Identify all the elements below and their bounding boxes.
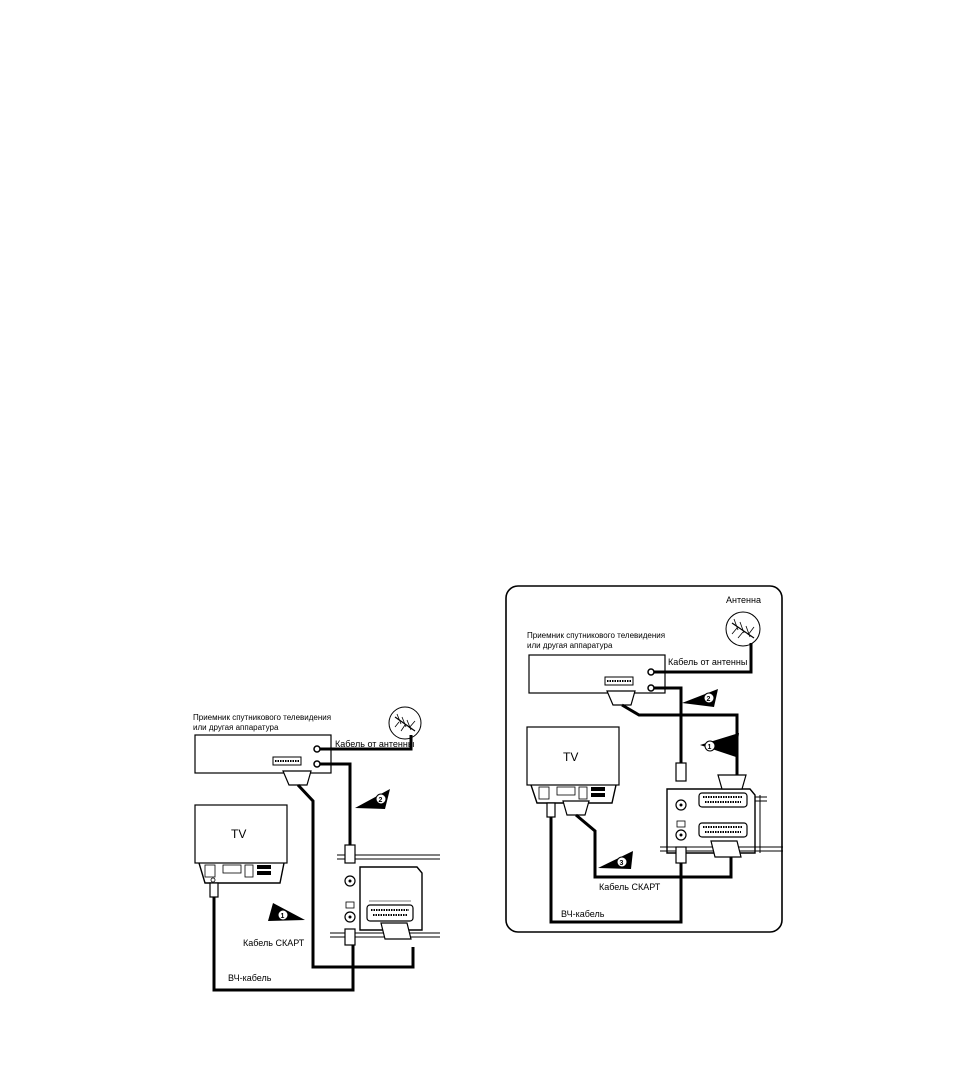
diagram-left-svg <box>185 705 440 1000</box>
antenna-cable-label: Кабель от антенны <box>668 657 748 667</box>
tv-label: TV <box>231 827 247 841</box>
scart-plug-tv <box>563 801 589 815</box>
scart-plug-receiver <box>283 771 311 785</box>
marker-1-label: 1 <box>707 744 712 751</box>
antenna-cable-label: Кабель от антенны <box>335 739 415 749</box>
marker-2-label: 2 <box>378 797 383 804</box>
vcr-scart-port <box>367 905 413 921</box>
receiver-label-line1: Приемник спутникового телевидения <box>527 631 666 640</box>
vcr-scart-port-2 <box>699 823 747 837</box>
vcr-rf-out-plug <box>345 929 355 945</box>
antenna-label: Антенна <box>726 595 761 605</box>
receiver-rf-port <box>314 761 320 767</box>
diagram-right-svg <box>505 585 783 933</box>
marker-3-label: 3 <box>619 860 624 867</box>
antenna-icon <box>389 707 421 739</box>
receiver-antenna-port <box>648 669 654 675</box>
scart-plug-vcr-1 <box>718 775 746 789</box>
vcr-rf-in-plug <box>345 845 355 863</box>
rf-cable-label: ВЧ-кабель <box>228 973 272 983</box>
tv-rf-plug <box>547 803 555 817</box>
scart-cable-label: Кабель СКАРТ <box>243 938 305 948</box>
marker-1-arrow <box>268 903 305 921</box>
connection-diagram-right <box>505 585 783 933</box>
rf-cable-2 <box>320 764 350 845</box>
receiver-scart-port <box>605 677 633 685</box>
vcr-rf-out-plug <box>676 847 686 863</box>
marker-2-arrow <box>355 789 390 809</box>
receiver-box <box>195 735 331 773</box>
vcr-scart-port-1 <box>699 793 747 807</box>
connection-diagram-left <box>185 705 440 1000</box>
scart-plug-vcr-2 <box>711 841 741 857</box>
tv-rf-plug <box>210 883 218 897</box>
receiver-label-line2: или другая аппаратура <box>527 641 613 650</box>
receiver-rf-port <box>648 685 654 691</box>
receiver-label-line2: или другая аппаратура <box>193 723 279 732</box>
scart-cable-label: Кабель СКАРТ <box>599 882 661 892</box>
antenna-icon <box>726 612 760 646</box>
receiver-box <box>529 655 665 693</box>
rf-cable-label: ВЧ-кабель <box>561 909 605 919</box>
vcr-rf-in-plug <box>676 763 686 781</box>
tv-label: TV <box>563 750 579 764</box>
marker-2-label: 2 <box>706 696 711 703</box>
receiver-antenna-port <box>314 746 320 752</box>
scart-plug-vcr <box>381 923 411 939</box>
marker-1-label: 1 <box>280 913 285 920</box>
receiver-scart-port <box>273 757 301 765</box>
receiver-label-line1: Приемник спутникового телевидения <box>193 713 332 722</box>
